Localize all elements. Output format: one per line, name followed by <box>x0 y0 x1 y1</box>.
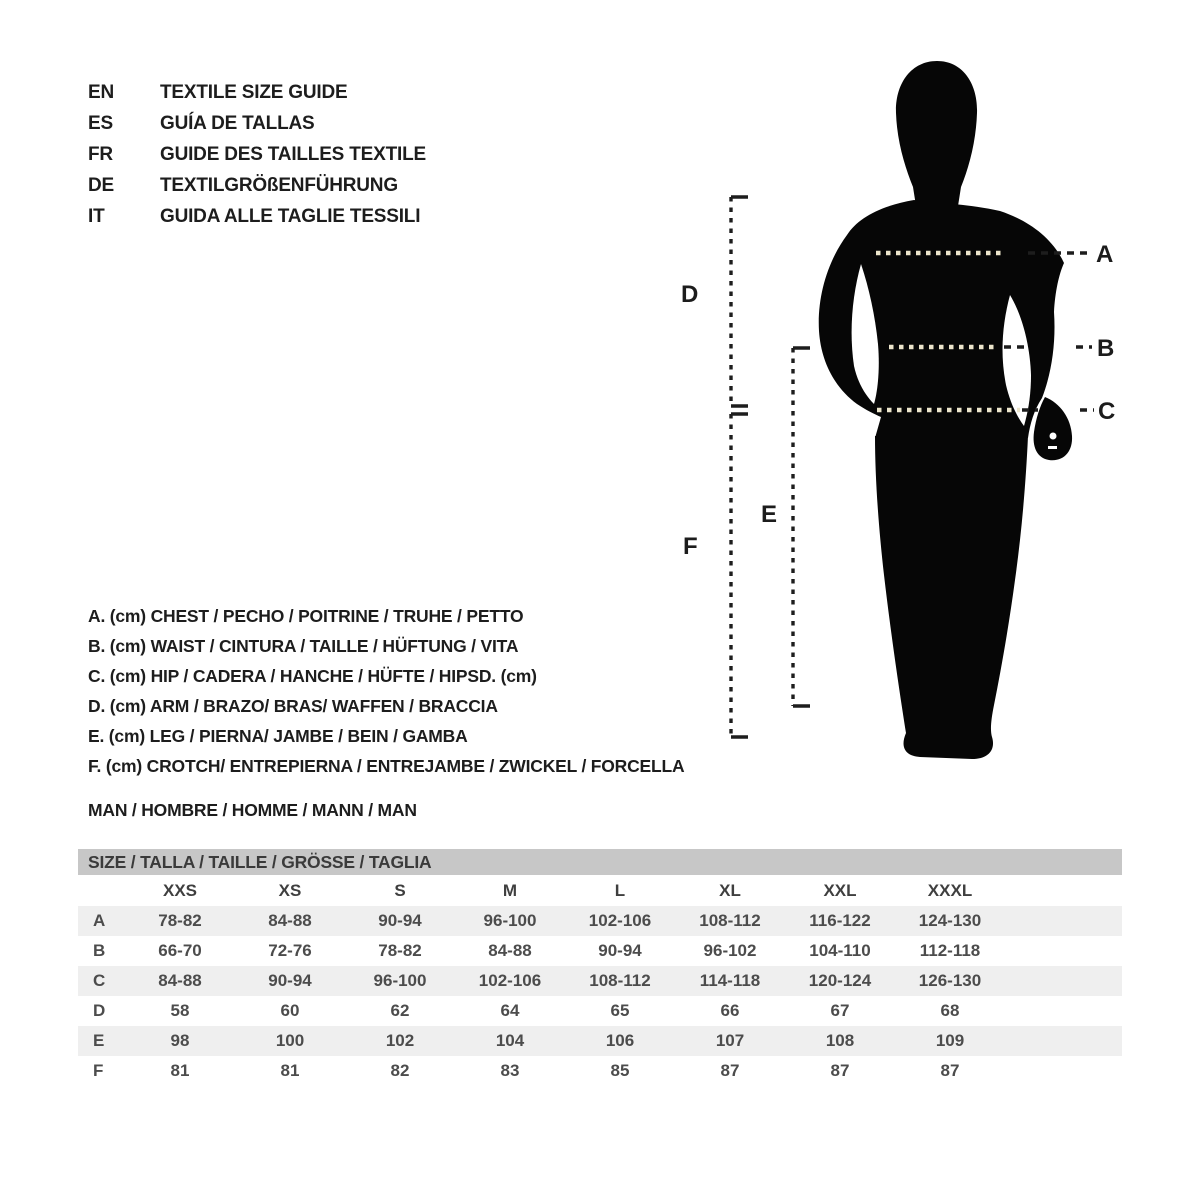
size-col-header: XXS <box>162 880 198 900</box>
legend-item-waist: B. (cm) WAIST / CINTURA / TAILLE / HÜFTUNG / VITA <box>88 636 519 656</box>
language-row-es <box>88 108 426 139</box>
size-value: 104 <box>495 1031 525 1050</box>
figure-label-c: C <box>1098 398 1116 425</box>
language-title: GUIDE DES TAILLES TEXTILE <box>160 144 426 165</box>
size-value: 96-102 <box>703 941 757 960</box>
size-value: 78-82 <box>378 941 422 960</box>
language-title-block <box>88 77 426 232</box>
row-label: C <box>93 971 106 990</box>
size-value: 104-110 <box>809 941 871 960</box>
size-col-header: XXXL <box>927 880 973 900</box>
language-title: TEXTILGRÖßENFÜHRUNG <box>160 175 398 196</box>
language-title: GUIDA ALLE TAGLIE TESSILI <box>160 206 421 227</box>
size-value: 58 <box>170 1001 190 1020</box>
table-row-b <box>78 936 1122 966</box>
language-title: TEXTILE SIZE GUIDE <box>160 82 348 103</box>
size-value: 67 <box>830 1001 850 1020</box>
size-value: 108 <box>825 1031 855 1050</box>
size-col-header: XXL <box>823 880 857 900</box>
figure-label-a: A <box>1096 241 1114 268</box>
language-code: IT <box>88 206 105 227</box>
size-value: 81 <box>280 1061 300 1080</box>
language-title: GUÍA DE TALLAS <box>160 113 315 134</box>
size-col-header: XL <box>719 880 741 900</box>
figure-label-f: F <box>683 533 698 560</box>
legend-item-leg: E. (cm) LEG / PIERNA/ JAMBE / BEIN / GAMBA <box>88 726 468 746</box>
size-value: 60 <box>280 1001 300 1020</box>
size-value: 108-112 <box>589 971 651 990</box>
silhouette-head <box>881 61 993 220</box>
man-silhouette-figure <box>600 40 1200 800</box>
size-value: 65 <box>610 1001 630 1020</box>
measurement-legend <box>88 601 684 781</box>
table-row-c <box>78 966 1122 996</box>
size-value: 90-94 <box>598 941 642 960</box>
language-row-en <box>88 77 426 108</box>
row-label: F <box>93 1061 104 1080</box>
size-value: 78-82 <box>158 911 202 930</box>
size-value: 96-100 <box>373 971 427 990</box>
figure-label-e: E <box>761 501 778 528</box>
size-value: 82 <box>390 1061 410 1080</box>
legend-item-crotch: F. (cm) CROTCH/ ENTREPIERNA / ENTREJAMBE / ZWICKEL / FORCELLA <box>88 756 685 776</box>
size-value: 102-106 <box>588 911 652 930</box>
row-label: E <box>93 1031 105 1050</box>
size-value: 87 <box>940 1061 960 1080</box>
size-table <box>78 849 1122 1086</box>
thumb-gap <box>1048 446 1057 449</box>
language-row-it <box>88 201 426 232</box>
language-code: ES <box>88 113 113 134</box>
legend-item-chest: A. (cm) CHEST / PECHO / POITRINE / TRUHE / PETTO <box>88 606 524 626</box>
measurement-diagram <box>600 40 1200 800</box>
thumb-gap <box>1050 433 1057 440</box>
size-value: 98 <box>170 1031 190 1050</box>
subject-line-man: MAN / HOMBRE / HOMME / MANN / MAN <box>88 800 417 820</box>
table-row-d <box>78 996 1122 1026</box>
silhouette-hand <box>1034 397 1072 460</box>
size-value: 126-130 <box>918 971 982 990</box>
table-row-f <box>78 1056 1122 1086</box>
row-label: D <box>93 1001 106 1020</box>
table-row-e <box>78 1026 1122 1056</box>
language-row-fr <box>88 139 426 170</box>
size-value: 83 <box>500 1061 520 1080</box>
row-label: B <box>93 941 106 960</box>
size-value: 120-124 <box>808 971 872 990</box>
silhouette-legs <box>875 436 1028 759</box>
size-col-header: L <box>614 880 626 900</box>
language-row-de <box>88 170 426 201</box>
size-value: 81 <box>170 1061 190 1080</box>
size-value: 72-76 <box>268 941 312 960</box>
size-col-header: S <box>394 880 406 900</box>
size-col-header: XS <box>278 880 302 900</box>
language-code: FR <box>88 144 113 165</box>
legend-item-arm: D. (cm) ARM / BRAZO/ BRAS/ WAFFEN / BRACCIA <box>88 696 498 716</box>
size-value: 102 <box>385 1031 415 1050</box>
size-value: 87 <box>830 1061 850 1080</box>
size-value: 124-130 <box>918 911 982 930</box>
size-value: 100 <box>275 1031 305 1050</box>
figure-label-b: B <box>1097 335 1115 362</box>
size-value: 90-94 <box>378 911 422 930</box>
table-row-a <box>78 906 1122 936</box>
size-value: 96-100 <box>483 911 537 930</box>
language-code: DE <box>88 175 114 196</box>
size-table-header-bar: SIZE / TALLA / TAILLE / GRÖSSE / TAGLIA <box>78 849 1122 875</box>
size-value: 114-118 <box>699 971 761 990</box>
size-value: 106 <box>605 1031 635 1050</box>
size-value: 66 <box>720 1001 740 1020</box>
size-value: 64 <box>500 1001 520 1020</box>
size-value: 116-122 <box>809 911 871 930</box>
size-value: 84-88 <box>158 971 202 990</box>
size-value: 108-112 <box>699 911 761 930</box>
figure-label-d: D <box>681 281 699 308</box>
size-value: 90-94 <box>268 971 312 990</box>
size-value: 87 <box>720 1061 740 1080</box>
size-value: 84-88 <box>268 911 312 930</box>
legend-item-hip: C. (cm) HIP / CADERA / HANCHE / HÜFTE / HIPSD. (cm) <box>88 666 537 686</box>
size-value: 109 <box>935 1031 965 1050</box>
size-value: 62 <box>390 1001 410 1020</box>
size-col-header: M <box>502 880 518 900</box>
size-value: 84-88 <box>488 941 532 960</box>
size-value: 85 <box>610 1061 630 1080</box>
size-header-row <box>78 875 1122 906</box>
row-label: A <box>93 911 106 930</box>
size-value: 107 <box>715 1031 745 1050</box>
size-value: 102-106 <box>478 971 542 990</box>
language-code: EN <box>88 82 114 103</box>
size-value: 66-70 <box>158 941 202 960</box>
size-value: 68 <box>940 1001 960 1020</box>
size-value: 112-118 <box>919 941 981 960</box>
